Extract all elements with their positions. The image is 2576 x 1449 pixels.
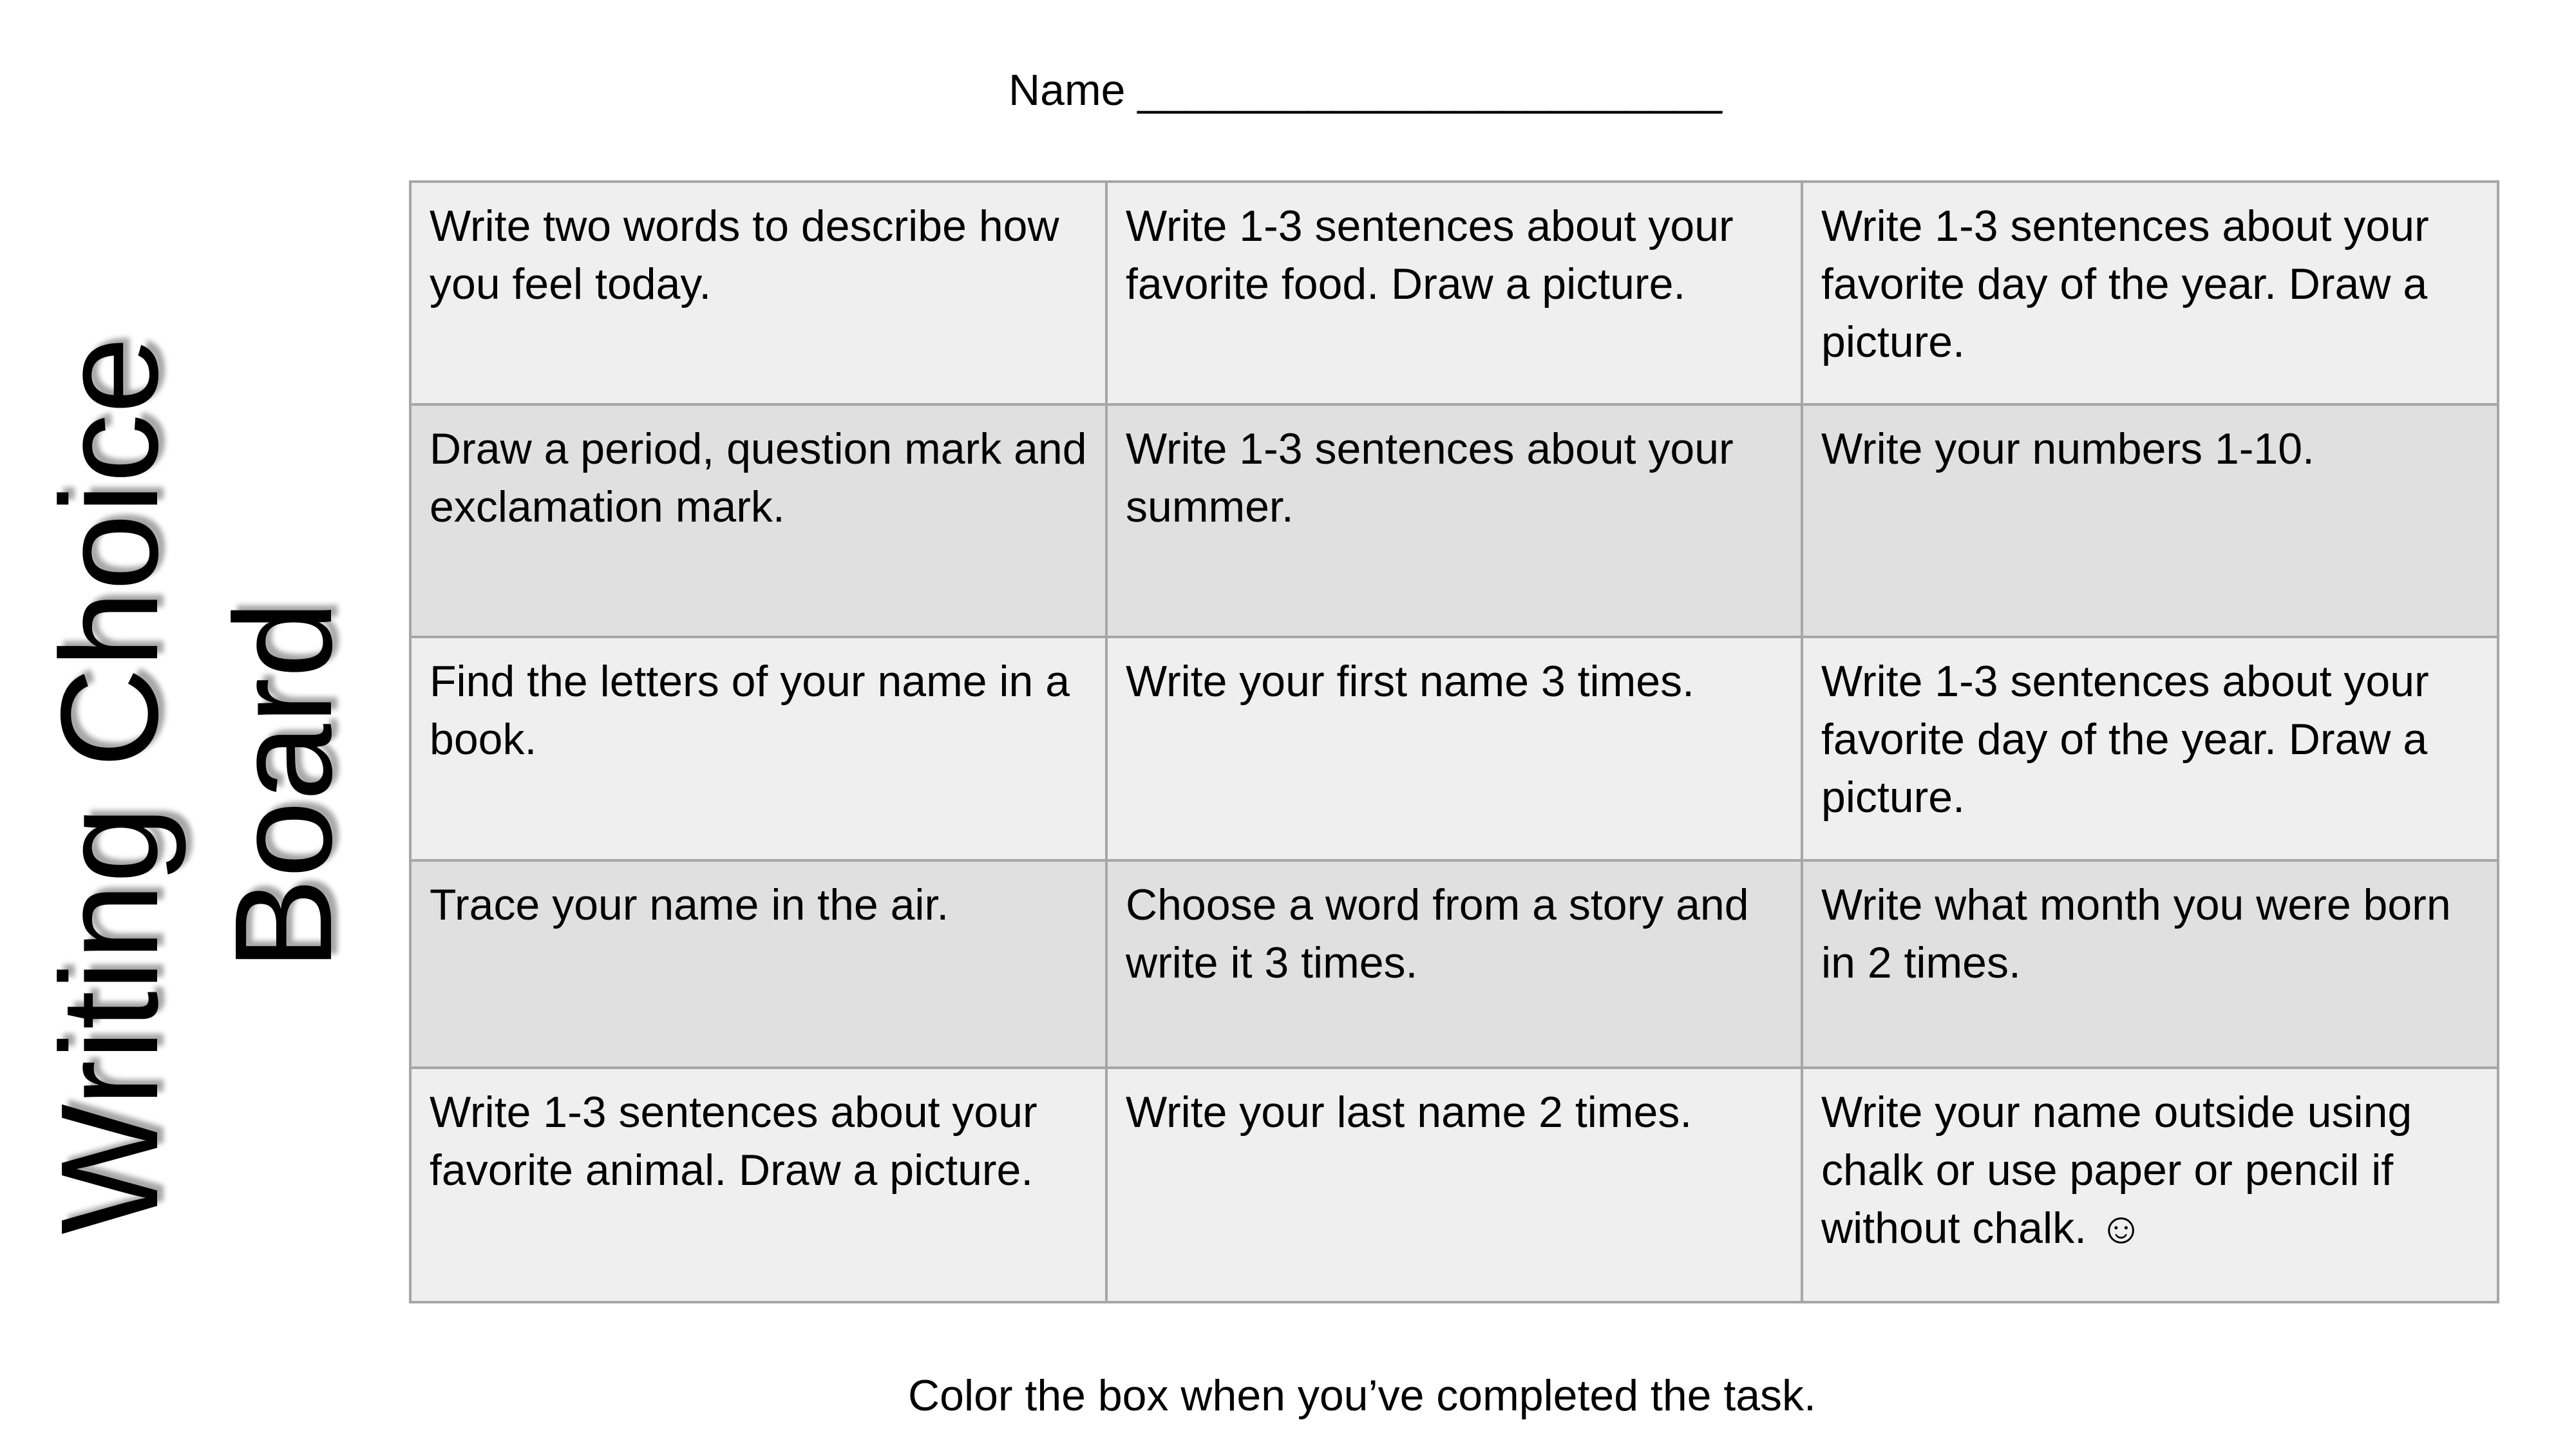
board-cell[interactable]: Choose a word from a story and write it 3 times. <box>1106 860 1802 1068</box>
board-cell[interactable]: Write your last name 2 times. <box>1106 1068 1802 1302</box>
board-cell[interactable]: Write your first name 3 times. <box>1106 637 1802 860</box>
board-cell[interactable]: Write your name outside using chalk or use paper or pencil if without chalk. ☺ <box>1802 1068 2498 1302</box>
board-row-3 <box>410 637 2498 860</box>
board-title-line-1: Writing Choice <box>32 336 187 1235</box>
board-cell[interactable]: Write what month you were born in 2 times. <box>1802 860 2498 1068</box>
board-title-line-2: Board <box>205 601 361 971</box>
board-row-5 <box>410 1068 2498 1302</box>
board-row-1 <box>410 182 2498 404</box>
choice-board-grid <box>409 180 2499 1303</box>
board-cell[interactable]: Write 1-3 sentences about your favorite food. Draw a picture. <box>1106 182 1802 404</box>
board-cell[interactable]: Write 1-3 sentences about your favorite day of the year. Draw a picture. <box>1802 182 2498 404</box>
board-row-4 <box>410 860 2498 1068</box>
name-line: Name ________________________ <box>1009 66 1722 115</box>
board-cell[interactable]: Draw a period, question mark and exclamation mark. <box>410 404 1106 637</box>
board-cell[interactable]: Trace your name in the air. <box>410 860 1106 1068</box>
board-row-2 <box>410 404 2498 637</box>
completion-instruction: Color the box when you’ve completed the task. <box>908 1371 1816 1420</box>
board-title <box>23 264 374 1307</box>
board-cell[interactable]: Write 1-3 sentences about your favorite day of the year. Draw a picture. <box>1802 637 2498 860</box>
board-cell[interactable]: Write two words to describe how you feel today. <box>410 182 1106 404</box>
board-cell[interactable]: Write your numbers 1-10. <box>1802 404 2498 637</box>
board-cell[interactable]: Find the letters of your name in a book. <box>410 637 1106 860</box>
board-cell[interactable]: Write 1-3 sentences about your favorite animal. Draw a picture. <box>410 1068 1106 1302</box>
board-cell[interactable]: Write 1-3 sentences about your summer. <box>1106 404 1802 637</box>
